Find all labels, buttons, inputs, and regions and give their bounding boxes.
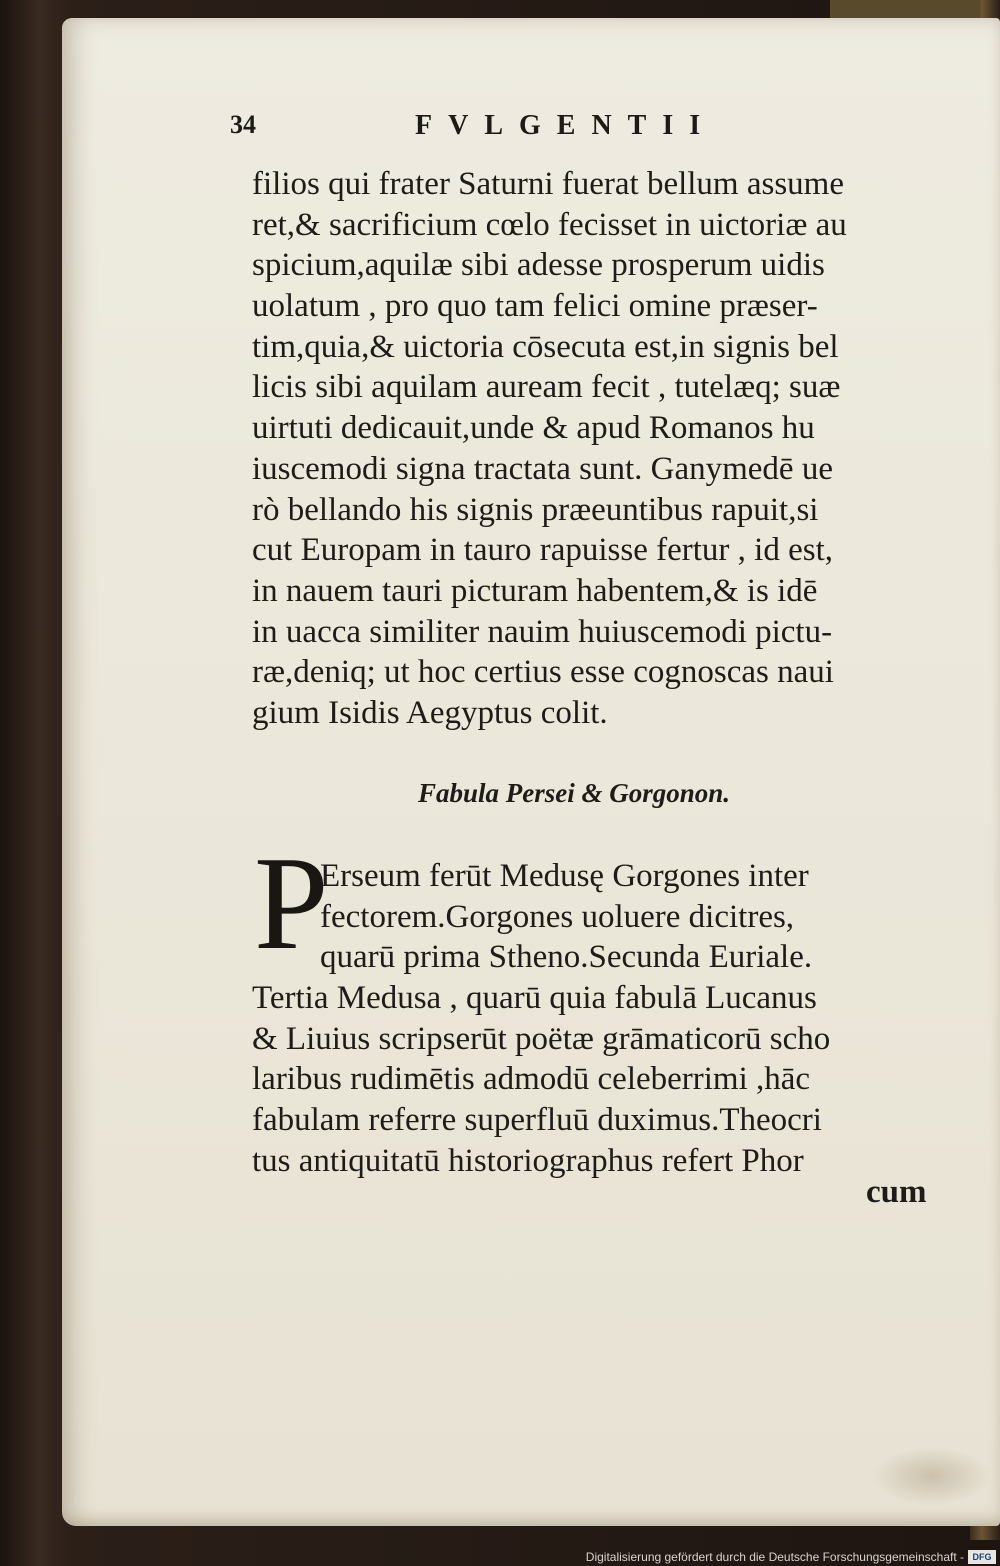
text-line: filios qui frater Saturni fuerat bellum assume	[252, 166, 845, 202]
section-heading: Fabula Persei & Gorgonon.	[418, 778, 731, 808]
text-line: fectorem.Gorgones uoluere dicitres,	[320, 898, 795, 935]
text-line: iuscemodi signa tractata sunt. Ganymedē ue	[252, 450, 833, 487]
text-line: cut Europam in tauro rapuisse fertur , id est,	[252, 532, 833, 569]
text-line: tus antiquitatū historiographus refert Phor	[252, 1142, 804, 1179]
paragraph-2	[252, 856, 942, 1182]
text-line: & Liuius scripserūt poëtæ grāmaticorū scho	[252, 1020, 831, 1057]
text-line: ræ,deniq; ut hoc certius esse cognoscas naui	[252, 654, 834, 691]
text-line: uolatum , pro quo tam felici omine præser-	[252, 288, 818, 325]
text-line: spicium,aquilæ sibi adesse prosperum uidis	[252, 247, 825, 284]
page-header	[230, 110, 790, 150]
text-line: fabulam referre superfluū duximus.Theocri	[252, 1102, 822, 1139]
running-title: FVLGENTII	[415, 110, 717, 141]
text-line: rò bellando his signis præeuntibus rapuit,si	[252, 491, 819, 528]
dfg-logo: DFG	[968, 1550, 996, 1564]
catchword: cum	[866, 1174, 927, 1210]
text-line: laribus rudimētis admodū celeberrimi ,hāc	[252, 1061, 811, 1098]
text-line: Erseum ferūt Medusę Gorgones inter	[320, 858, 809, 894]
paragraph-1	[252, 164, 942, 734]
text-line: quarū prima Stheno.Secunda Euriale.	[320, 939, 813, 976]
page-number: 34	[230, 110, 256, 139]
text-line: tim,quia,& uictoria cōsecuta est,in signis bel	[252, 328, 839, 365]
text-line: uirtuti dedicauit,unde & apud Romanos hu	[252, 410, 815, 447]
text-line: Tertia Medusa , quarū quia fabulā Lucanus	[252, 980, 817, 1017]
page-stain	[872, 1446, 992, 1506]
text-line: gium Isidis Aegyptus colit.	[252, 694, 608, 731]
digitization-credit: Digitalisierung gefördert durch die Deutsche Forschungsgemeinschaft -	[585, 1550, 964, 1564]
text-line: in uacca similiter nauim huiuscemodi pictu-	[252, 613, 833, 650]
text-line: in nauem tauri picturam habentem,& is idē	[252, 572, 818, 609]
text-line: ret,& sacrificium cœlo fecisset in uictoriæ au	[252, 206, 847, 243]
drop-cap: P	[254, 829, 329, 977]
text-line: licis sibi aquilam auream fecit , tutelæq; suæ	[252, 369, 841, 406]
